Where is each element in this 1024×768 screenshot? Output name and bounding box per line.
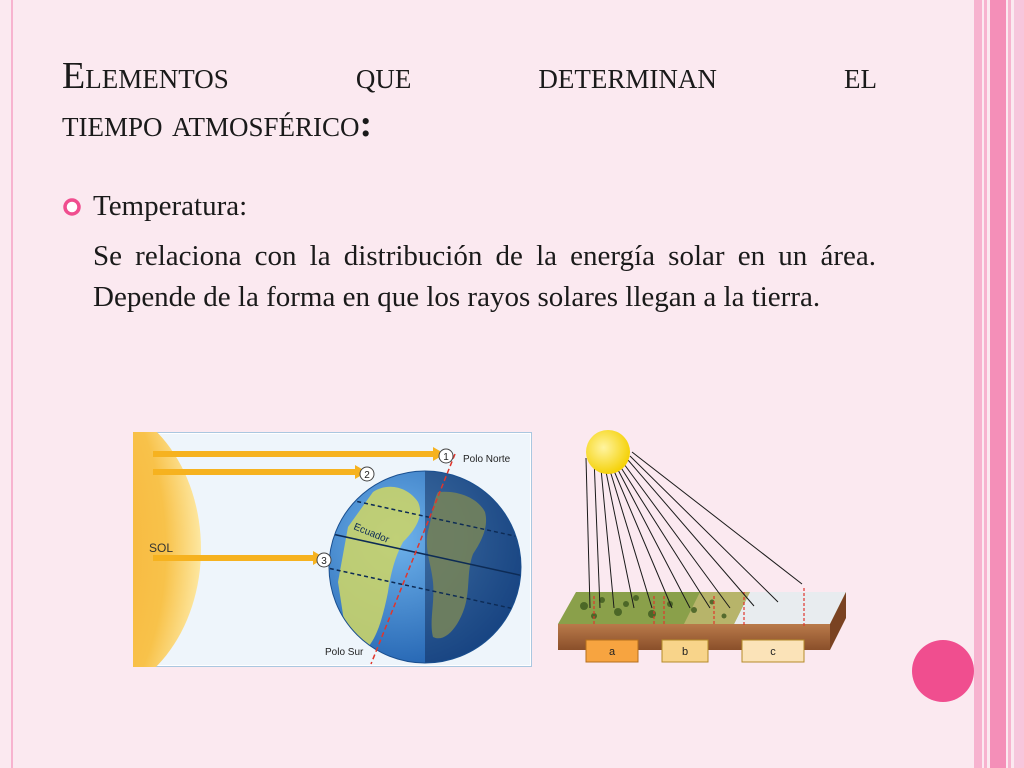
small-sun-icon: [586, 430, 630, 474]
pink-circle-decoration: [912, 640, 974, 702]
svg-text:c: c: [770, 646, 776, 658]
ray-marker-1: [439, 449, 453, 463]
south-pole-label: Polo Sur: [325, 647, 364, 658]
terrain-sunrays-figure: [554, 428, 848, 668]
zone-label-a: [586, 640, 638, 662]
sun-rays-fan: [586, 452, 802, 608]
page-title: [62, 52, 877, 148]
sun-label: SOL: [149, 541, 174, 555]
equator-label: Ecuador: [351, 521, 391, 546]
ray-marker-2: [360, 467, 374, 481]
bullet-item-temperatura: [62, 190, 247, 223]
earth-sunrays-figure: [133, 432, 532, 667]
title-colon: :: [359, 103, 373, 145]
zone-label-b: [662, 640, 708, 662]
svg-text:3: 3: [321, 556, 327, 567]
svg-text:2: 2: [364, 470, 370, 481]
right-decorative-stripes: [974, 0, 1024, 768]
body-paragraph: Se relaciona con la distribución de la energía solar en un área. Depende de la forma en que los rayos solares llegan a la tierra.: [93, 240, 876, 313]
north-pole-label: Polo Norte: [463, 454, 511, 465]
svg-text:a: a: [608, 646, 616, 658]
svg-text:b: b: [681, 646, 689, 658]
ring-bullet-icon: [62, 197, 82, 217]
title-line-2: [62, 100, 877, 148]
svg-text:1: 1: [443, 452, 449, 463]
bullet-label: Temperatura:: [93, 190, 248, 222]
ray-marker-3: [317, 553, 331, 567]
zone-label-c: [742, 640, 804, 662]
title-line-2-text: tiempo atmosférico: [62, 103, 360, 145]
left-decorative-rule: [11, 0, 13, 768]
title-line-1: Elementos que determinan el: [62, 55, 877, 97]
